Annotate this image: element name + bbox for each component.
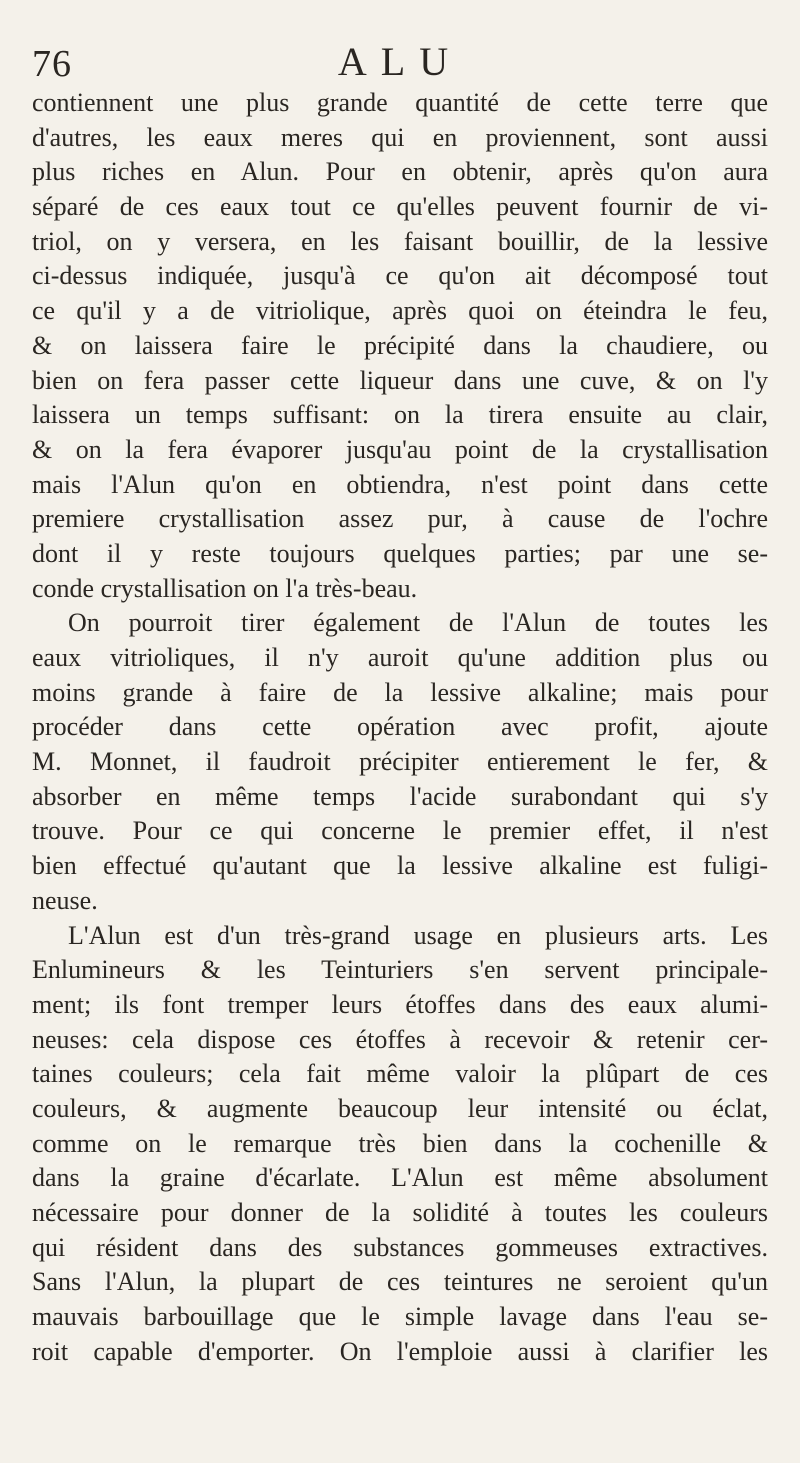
page-number: 76 <box>32 43 72 85</box>
text-line: comme on le remarque très bien dans la cochenille & <box>32 1128 768 1158</box>
text-line: bien on fera passer cette liqueur dans une cuve, & on l'y <box>32 365 768 395</box>
text-line: Enlumineurs & les Teinturiers s'en servent principale- <box>32 955 768 985</box>
text-line: & on laissera faire le précipité dans la chaudiere, ou <box>32 330 768 360</box>
text-line: nécessaire pour donner de la solidité à toutes les couleurs <box>32 1198 768 1227</box>
text-line: & on la fera évaporer jusqu'au point de la crystallisation <box>32 434 768 464</box>
text-line: bien effectué qu'autant que la lessive alkaline est fuligi- <box>32 851 768 881</box>
text-line: mais l'Alun qu'on en obtiendra, n'est point dans cette <box>32 469 768 499</box>
text-line: eaux vitrioliques, il n'y auroit qu'une addition plus ou <box>32 643 768 672</box>
running-title: ALU <box>337 39 463 84</box>
text-line: premiere crystallisation assez pur, à cause de l'ochre <box>32 504 768 534</box>
text-line: trouve. Pour ce qui concerne le premier effet, il n'est <box>32 816 768 846</box>
paragraph-2 <box>32 606 768 918</box>
text-line: triol, on y versera, en les faisant bouillir, de la lessive <box>32 226 768 256</box>
text-line: d'autres, les eaux meres qui en proviennent, sont aussi <box>32 122 768 152</box>
text-line: roit capable d'emporter. On l'emploie aussi à clarifier les <box>32 1336 768 1366</box>
text-line: mauvais barbouillage que le simple lavage dans l'eau se- <box>32 1302 768 1332</box>
text-line: neuses: cela dispose ces étoffes à recevoir & retenir cer- <box>32 1024 768 1054</box>
text-line: contiennent une plus grande quantité de cette terre que <box>32 88 768 117</box>
text-line: Sans l'Alun, la plupart de ces teintures ne seroient qu'un <box>32 1267 768 1297</box>
text-line: séparé de ces eaux tout ce qu'elles peuvent fournir de vi- <box>32 192 768 222</box>
running-head <box>32 30 768 86</box>
text-line: ci-dessus indiquée, jusqu'à ce qu'on ait décomposé tout <box>32 261 768 291</box>
paragraph-3 <box>32 919 768 1370</box>
text-line: neuse. <box>32 885 98 915</box>
text-line: couleurs, & augmente beaucoup leur intensité ou éclat, <box>32 1093 768 1123</box>
text-line: ce qu'il y a de vitriolique, après quoi on éteindra le feu, <box>32 296 768 326</box>
text-line: dans la graine d'écarlate. L'Alun est même absolument <box>32 1163 768 1193</box>
text-line: On pourroit tirer également de l'Alun de toutes les <box>68 608 768 638</box>
text-line: procéder dans cette opération avec profit, ajoute <box>32 712 768 742</box>
body-text <box>32 86 768 1369</box>
text-line: plus riches en Alun. Pour en obtenir, après qu'on aura <box>32 157 768 187</box>
text-line: conde crystallisation on l'a très-beau. <box>32 573 418 603</box>
paragraph-1 <box>32 86 768 606</box>
text-line: L'Alun est d'un très-grand usage en plusieurs arts. Les <box>68 920 768 950</box>
text-line: moins grande à faire de la lessive alkaline; mais pour <box>32 677 768 707</box>
text-line: laissera un temps suffisant: on la tirera ensuite au clair, <box>32 400 768 430</box>
text-line: M. Monnet, il faudroit précipiter entierement le fer, & <box>32 747 768 777</box>
text-line: absorber en même temps l'acide surabondant qui s'y <box>32 781 768 811</box>
text-line: qui résident dans des substances gommeuses extractives. <box>32 1232 768 1262</box>
text-line: ment; ils font tremper leurs étoffes dans des eaux alumi- <box>32 989 768 1019</box>
text-line: dont il y reste toujours quelques parties; par une se- <box>32 538 768 568</box>
text-line: taines couleurs; cela fait même valoir la plûpart de ces <box>32 1059 768 1089</box>
